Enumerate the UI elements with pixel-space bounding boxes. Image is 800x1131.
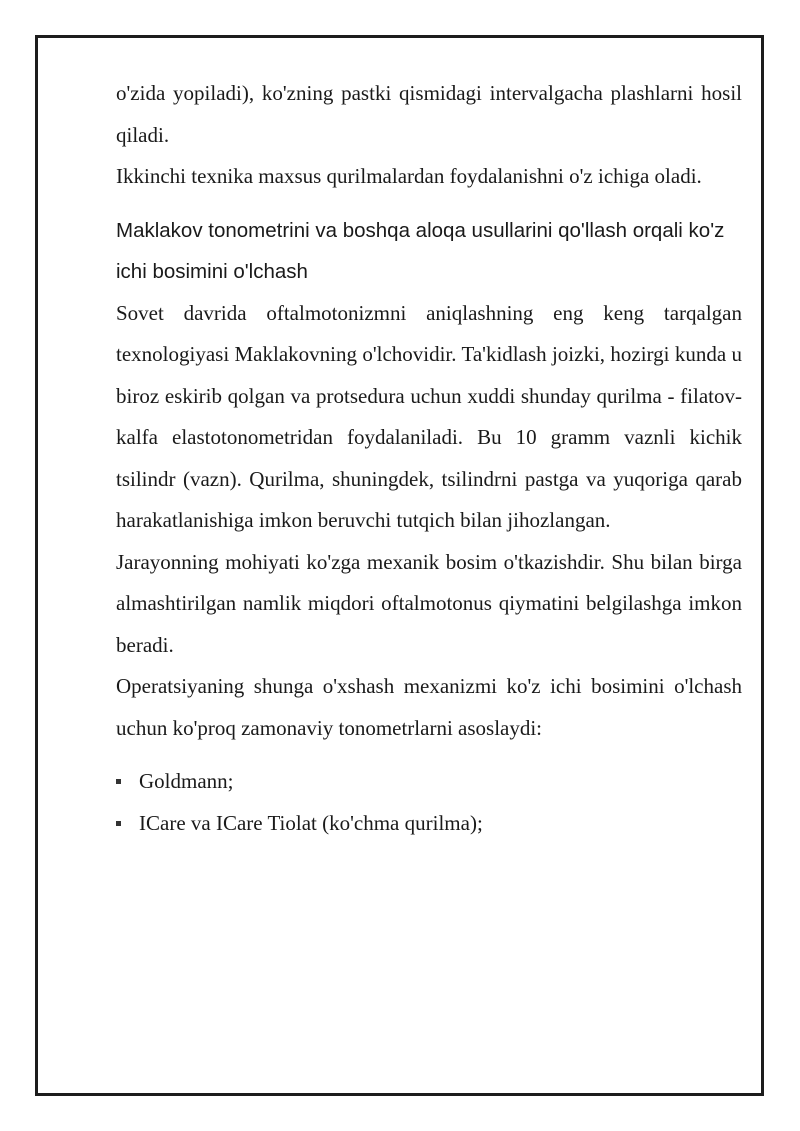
list-item-text: ICare va ICare Tiolat (ko'chma qurilma); [139,810,483,835]
list-item-text: Goldmann; [139,769,234,793]
list-item [116,761,742,803]
section-heading: Maklakov tonometrini va boshqa aloqa usullarini qo'llash orqali ko'z ichi bosimini o'lchash [116,218,725,283]
paragraph-process-essence: Jarayonning mohiyati ko'zga mexanik bosim o'tkazishdir. Shu bilan birga almashtirilgan namlik miqdori oftalmotonus qiymatini belgilashga imkon beradi. [116,549,742,657]
paragraph-modern-tonometers: Operatsiyaning shunga o'xshash mexanizmi ko'z ichi bosimini o'lchash uchun ko'proq zamonaviy tonometrlarni asoslaydi: [116,674,742,740]
bullet-icon [116,779,121,784]
document-body [116,73,742,844]
list-item [116,803,742,845]
paragraph-second-technique: Ikkinchi texnika maxsus qurilmalardan foydalanishni o'z ichiga oladi. [116,164,702,188]
paragraph-continuation: o'zida yopiladi), ko'zning pastki qismidagi intervalgacha plashlarni hosil qiladi. [116,81,742,147]
bullet-icon [116,821,121,826]
tonometer-list [116,761,742,844]
paragraph-maklakov: Sovet davrida oftalmotonizmni aniqlashning eng keng tarqalgan texnologiyasi Maklakovning o'lchovidir. Ta'kidlash joizki, hozirgi kunda u biroz eskirib qolgan va protsedura uchun xuddi shunday qurilma - filatov-kalfa elastotonometridan foydalaniladi. Bu 10 gramm vaznli kichik tsilindr (vazn). Qurilma, shuningdek, tsilindrni pastga va yuqoriga qarab harakatlanishiga imkon beruvchi tutqich bilan jihozlangan. [116,300,742,532]
